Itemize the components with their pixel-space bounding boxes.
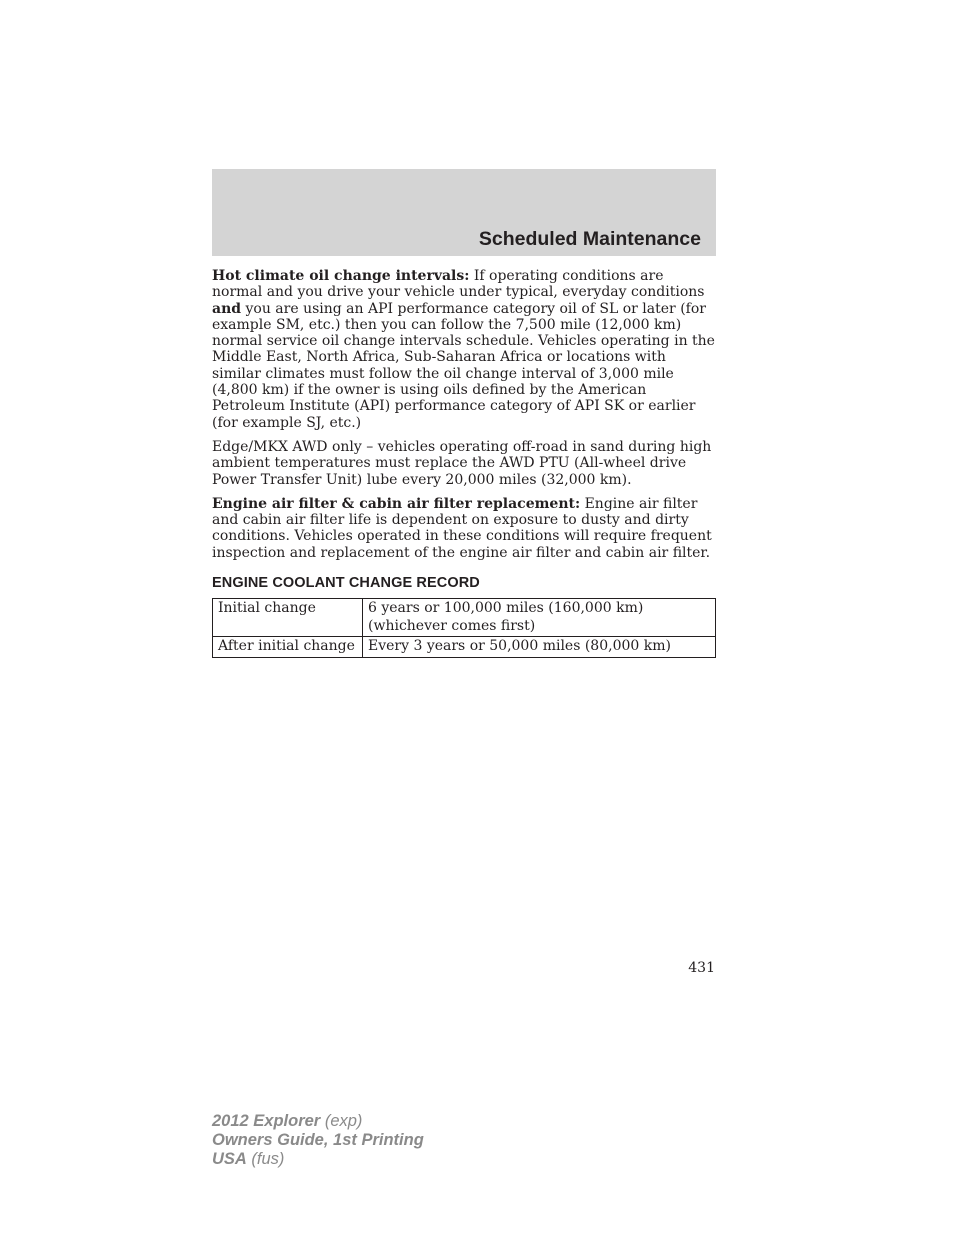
section-heading: ENGINE COOLANT CHANGE RECORD (212, 575, 480, 592)
footer-model-code: (exp) (320, 1112, 363, 1130)
footer-market-code: (fus) (246, 1150, 285, 1168)
footer-line (212, 1112, 424, 1131)
table-row (213, 637, 716, 658)
footer-market: USA (212, 1150, 247, 1168)
footer-line (212, 1131, 424, 1150)
paragraph-air-filter (212, 496, 717, 561)
paragraph-text: If operating conditions are normal and you drive your vehicle under typical, everyday conditions (212, 268, 705, 301)
paragraph-lead: Engine air filter & cabin air filter replacement: (212, 495, 581, 512)
paragraph-hot-climate (212, 268, 717, 431)
paragraph-lead: Hot climate oil change intervals: (212, 268, 470, 284)
footer-model: 2012 Explorer (212, 1112, 321, 1130)
page-number: 431 (688, 960, 715, 976)
table-cell-label: After initial change (213, 637, 363, 658)
footer-line (212, 1150, 424, 1169)
coolant-record-table (212, 598, 716, 658)
paragraph-text: Engine air filter and cabin air filter life is dependent on exposure to dusty and dirty conditions. Vehicles operated in these conditions will require frequent inspection and replacement of the engine air filter and cabin air filter. (212, 495, 712, 561)
main-content (212, 268, 717, 658)
header-band (212, 169, 716, 256)
paragraph-awd (212, 439, 717, 488)
table-cell-label: Initial change (213, 599, 363, 637)
paragraph-emphasis: and (212, 300, 242, 317)
footer-guide: Owners Guide, 1st Printing (212, 1131, 424, 1149)
paragraph-text: you are using an API performance category oil of SL or later (for example SM, etc.) then you can follow the 7,500 mile (12,000 km) normal service oil change intervals schedule. Vehicles operating in the Middle East, North Africa, Sub-Saharan Africa or locations with similar climates must follow the oil change interval of 3,000 mile (4,800 km) if the owner is using oils defined by the American Petroleum Institute (API) performance category of API SK or earlier (for example SJ, etc.) (212, 300, 715, 431)
table-cell-value: Every 3 years or 50,000 miles (80,000 km) (363, 637, 716, 658)
paragraph-text: Edge/MKX AWD only – vehicles operating off-road in sand during high ambient temperatures must replace the AWD PTU (All-wheel drive Power Transfer Unit) lube every 20,000 miles (32,000 km). (212, 438, 712, 488)
table-cell-value: 6 years or 100,000 miles (160,000 km) (whichever comes first) (363, 599, 716, 637)
footer (212, 1112, 424, 1169)
page-title: Scheduled Maintenance (478, 228, 701, 250)
table-row (213, 599, 716, 637)
